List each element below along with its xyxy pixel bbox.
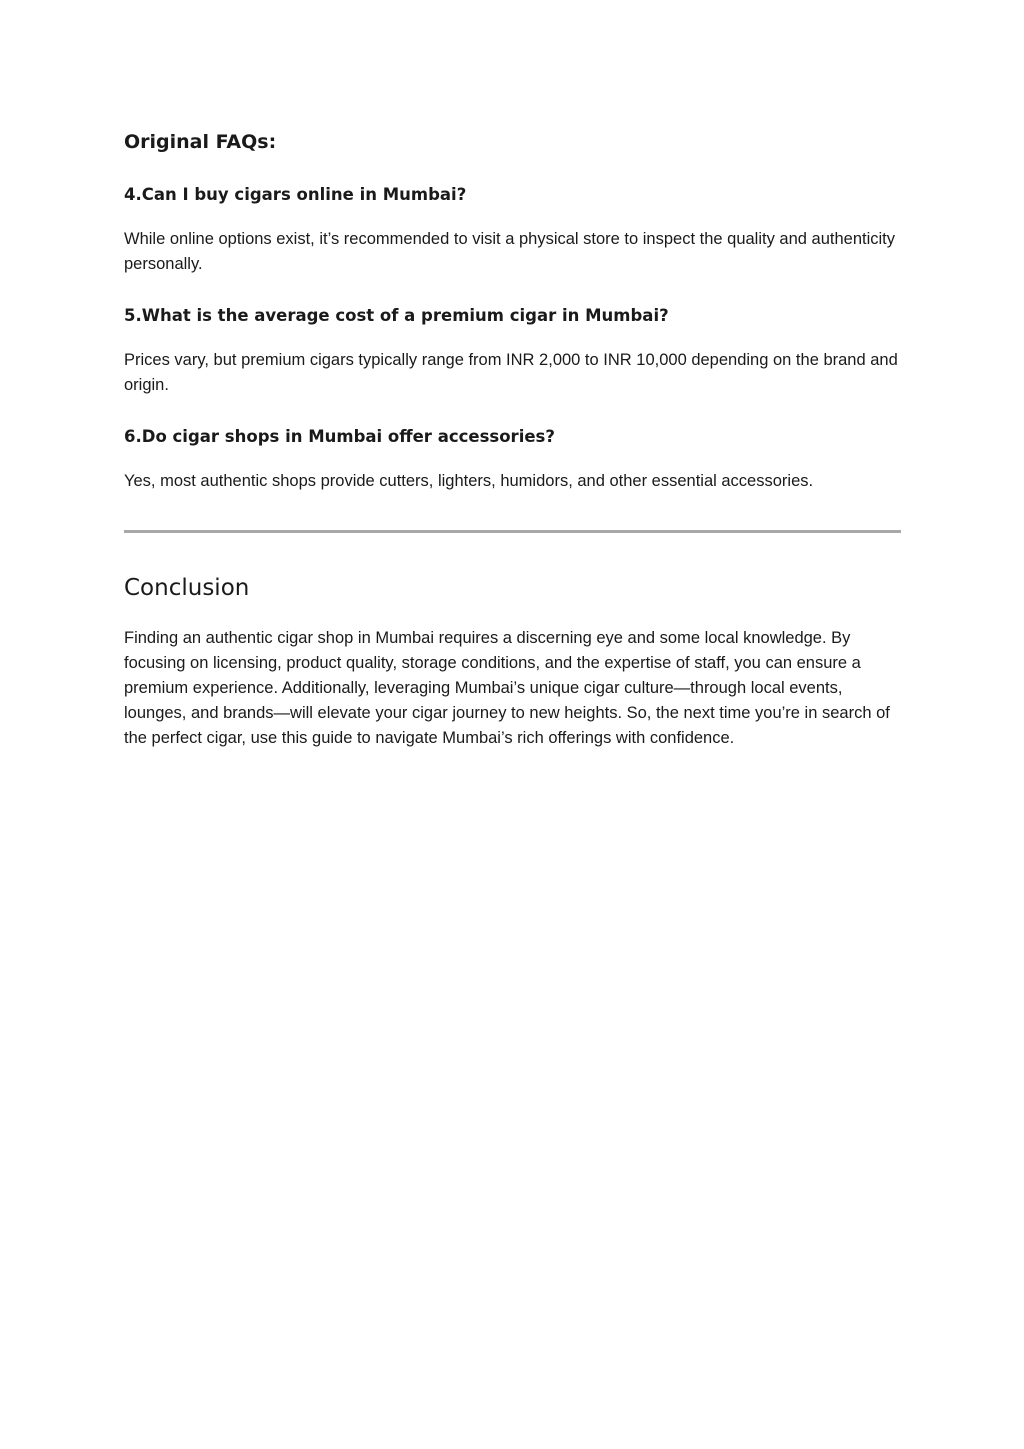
faq-question-6: 6.Do cigar shops in Mumbai offer accessories?	[124, 427, 555, 446]
faq-answer-6: Yes, most authentic shops provide cutters, lighters, humidors, and other essential accessories.	[124, 472, 814, 490]
faq-answer-4: While online options exist, it’s recommended to visit a physical store to inspect the quality and authenticity personally.	[124, 230, 896, 273]
section-divider	[124, 530, 901, 533]
conclusion-title: Conclusion	[124, 575, 250, 601]
page-content	[124, 128, 901, 751]
faq-section-title: Original FAQs:	[124, 131, 277, 153]
faq-question-4: 4.Can I buy cigars online in Mumbai?	[124, 185, 467, 204]
conclusion-paragraph: Finding an authentic cigar shop in Mumbai requires a discerning eye and some local knowledge. By focusing on licensing, product quality, storage conditions, and the expertise of staff, you can ensure a premium experience. Additionally, leveraging Mumbai’s unique cigar culture—through local events, lounges, and brands—will elevate your cigar journey to new heights. So, the next time you’re in search of the perfect cigar, use this guide to navigate Mumbai’s rich offerings with confidence.	[124, 629, 890, 747]
faq-question-5: 5.What is the average cost of a premium cigar in Mumbai?	[124, 306, 669, 325]
faq-answer-5: Prices vary, but premium cigars typically range from INR 2,000 to INR 10,000 depending on the brand and origin.	[124, 351, 898, 394]
